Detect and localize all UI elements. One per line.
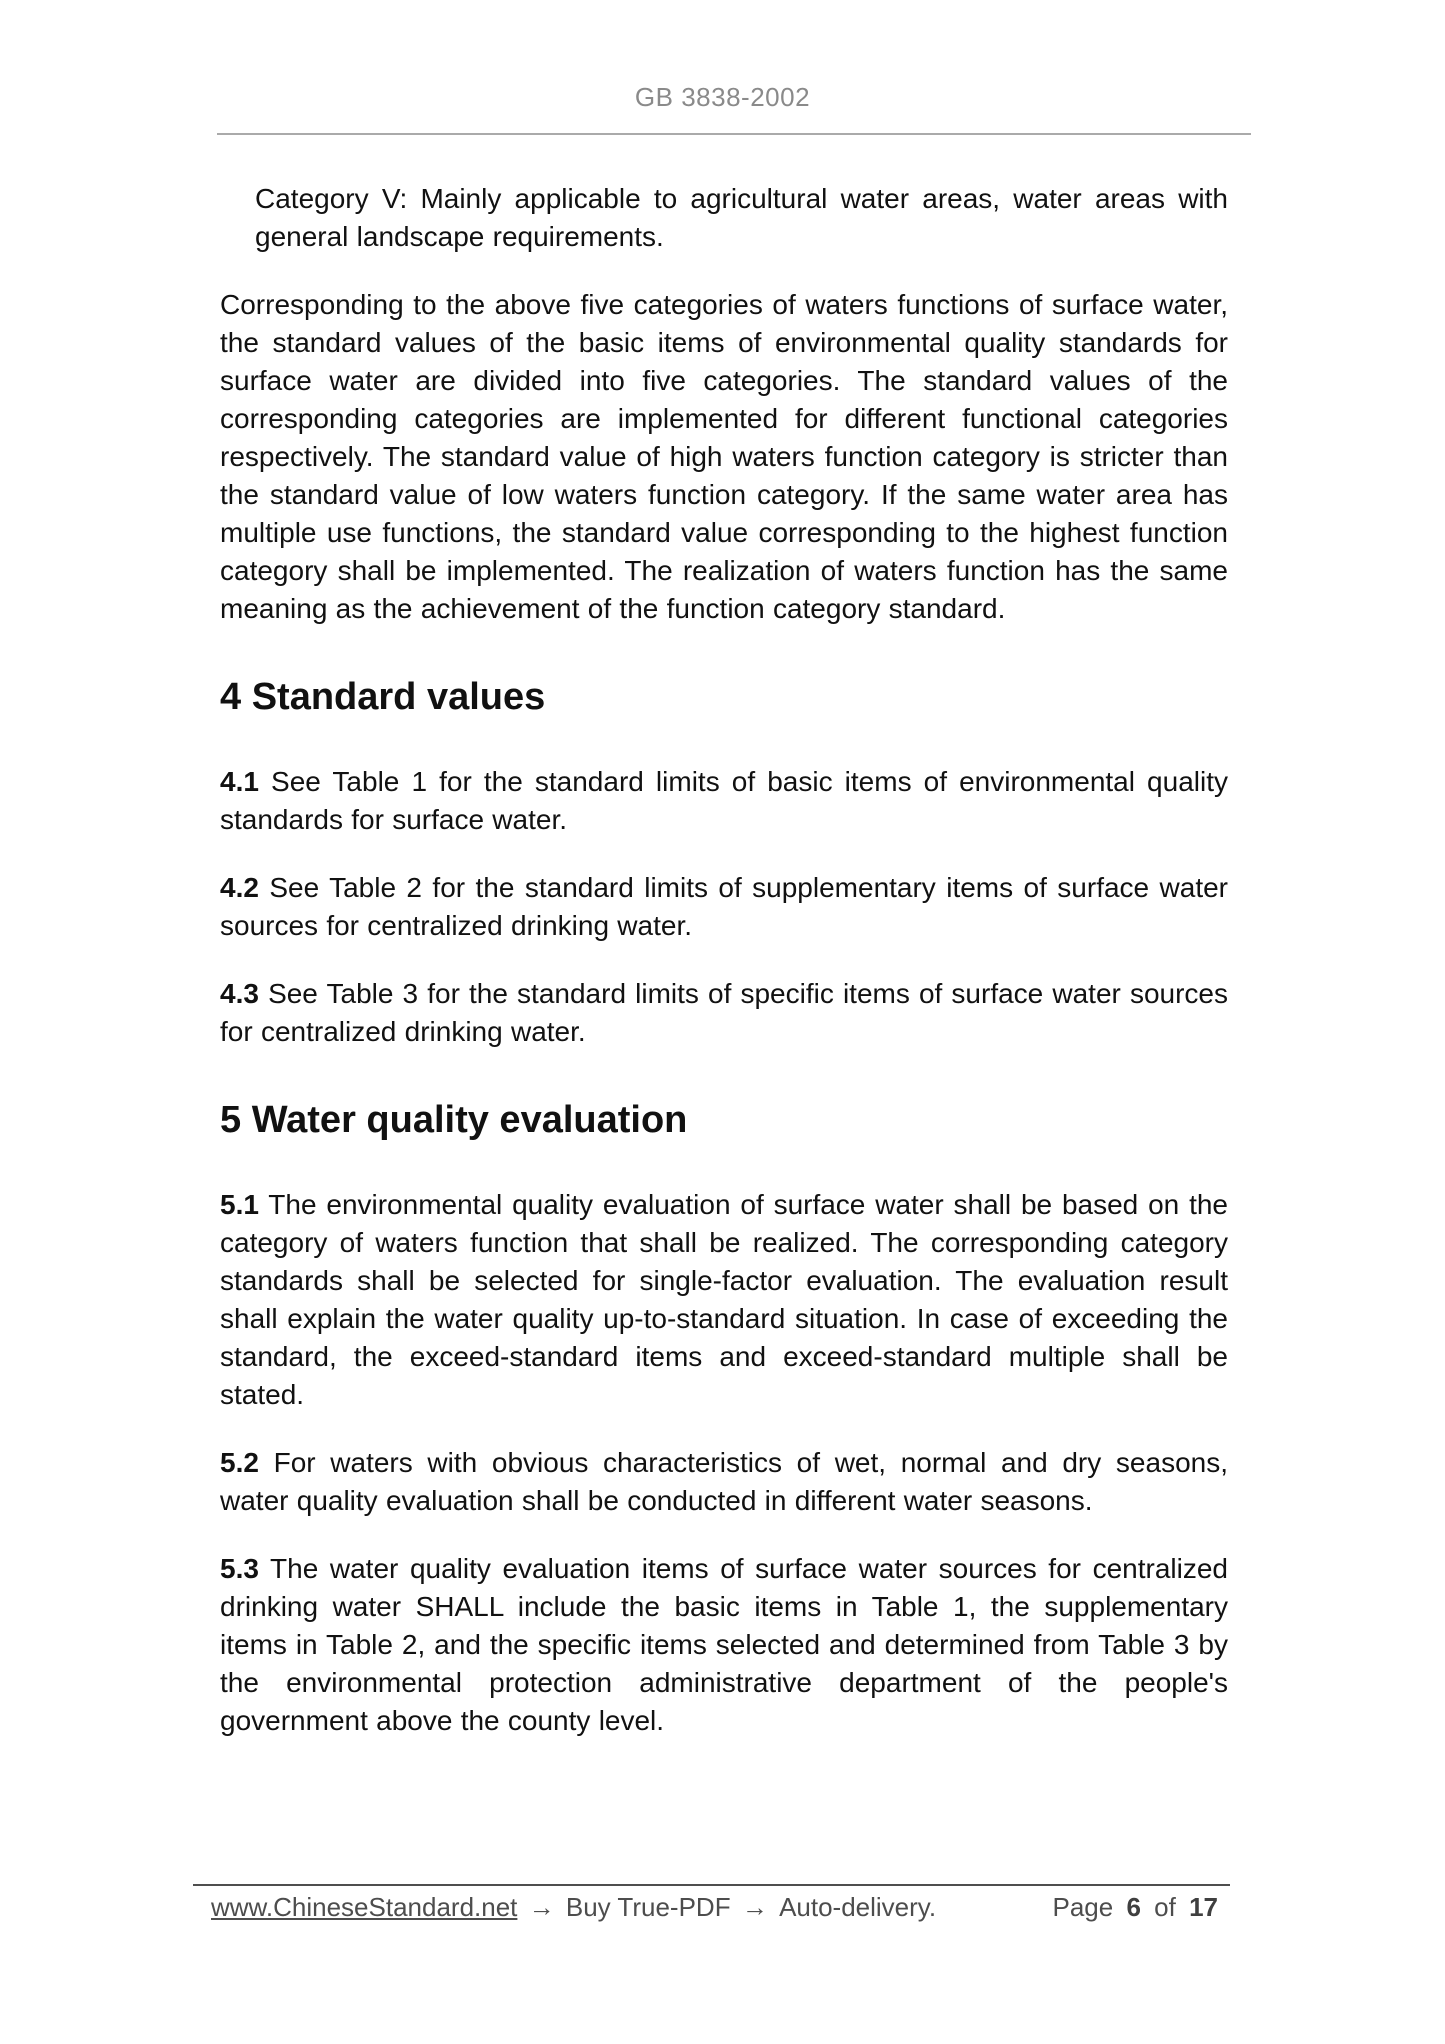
clause-5-1-text: The environmental quality evaluation of surface water shall be based on the category of waters function that shall be realized. The corresponding category standards shall be selected for single-factor evaluation. The evaluation result shall explain the water quality up-to-standard situation. In case of exceeding the standard, the exceed-standard items and exceed-standard multiple shall be stated. [220, 1189, 1228, 1410]
clause-5-2-number: 5.2 [220, 1447, 259, 1478]
clause-4-2-number: 4.2 [220, 872, 259, 903]
arrow-right-icon: → [741, 1892, 768, 1922]
clause-5-2 [220, 1444, 1228, 1520]
of-label: of [1154, 1892, 1176, 1922]
clause-4-1-number: 4.1 [220, 766, 259, 797]
page-label: Page [1052, 1892, 1114, 1922]
clause-5-3-text: The water quality evaluation items of surface water sources for centralized drinking water SHALL include the basic items in Table 1, the supplementary items in Table 2, and the specific items selected and determined from Table 3 by the environmental protection administrative department of the people's government above the county level. [220, 1553, 1228, 1736]
clause-5-3-number: 5.3 [220, 1553, 259, 1584]
paragraph-corresponding: Corresponding to the above five categories of waters functions of surface water, the standard values of the basic items of environmental quality standards for surface water are divided into five categories. The standard values of the corresponding categories are implemented for different functional categories respectively. The standard value of high waters function category is stricter than the standard value of low waters function category. If the same water area has multiple use functions, the standard value corresponding to the highest function category shall be implemented. The realization of waters function has the same meaning as the achievement of the function category standard. [220, 289, 1228, 624]
buy-true-pdf-label: Buy True-PDF [565, 1892, 731, 1922]
page-current: 6 [1126, 1892, 1141, 1922]
page-indicator [1046, 1891, 1218, 1923]
arrow-right-icon: → [528, 1892, 555, 1922]
clause-4-1-text: See Table 1 for the standard limits of basic items of environmental quality standards for surface water. [220, 766, 1228, 835]
clause-5-1-number: 5.1 [220, 1189, 259, 1220]
clause-4-2 [220, 869, 1228, 945]
clause-4-1 [220, 763, 1228, 839]
clause-4-3-text: See Table 3 for the standard limits of specific items of surface water sources for centralized drinking water. [220, 978, 1228, 1047]
running-header-doc-number: GB 3838-2002 [634, 82, 811, 112]
paragraph-category-v: Category V: Mainly applicable to agricultural water areas, water areas with general landscape requirements. [255, 183, 1228, 252]
clause-4-2-text: See Table 2 for the standard limits of supplementary items of surface water sources for centralized drinking water. [220, 872, 1228, 941]
site-link[interactable]: www.ChineseStandard.net [211, 1892, 518, 1922]
clause-5-1 [220, 1186, 1228, 1414]
clause-5-3 [220, 1550, 1228, 1740]
clause-5-2-text: For waters with obvious characteristics of wet, normal and dry seasons, water quality evaluation shall be conducted in different water seasons. [220, 1447, 1228, 1516]
auto-delivery-label: Auto-delivery. [779, 1892, 937, 1922]
clause-4-3 [220, 975, 1228, 1051]
section-5-heading: 5 Water quality evaluation [220, 1099, 688, 1141]
footer-rule [193, 1884, 1230, 1886]
page-total: 17 [1189, 1892, 1218, 1922]
section-4-heading: 4 Standard values [220, 676, 546, 718]
footer-promo [211, 1891, 936, 1923]
clause-4-3-number: 4.3 [220, 978, 259, 1009]
page-footer [193, 1891, 1230, 1923]
page-content [220, 0, 1228, 1770]
